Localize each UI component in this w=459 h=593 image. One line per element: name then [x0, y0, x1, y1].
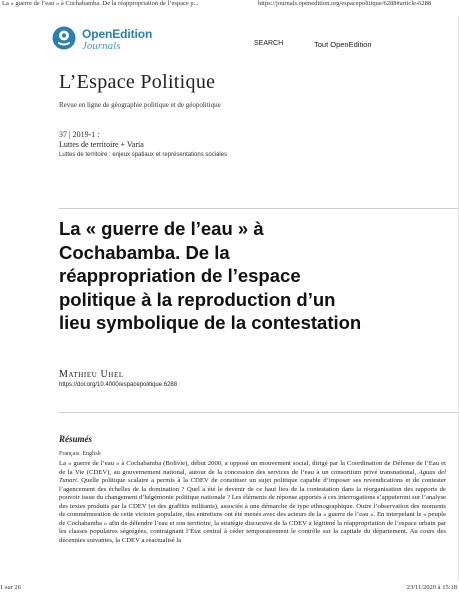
issue-number[interactable]: 37 | 2019-1 : — [59, 130, 100, 139]
article-doi[interactable]: https://doi.org/10.4000/espacepolitique.6288 — [59, 382, 178, 388]
language-link-fr[interactable]: Français — [59, 451, 80, 457]
print-footer — [0, 584, 459, 593]
print-header-title: La « guerre de l’eau » à Cochabamba. De la réappropriation de l’espace p... — [2, 0, 199, 7]
brand-name: OpenEdition — [82, 27, 153, 41]
print-header — [0, 0, 459, 10]
article-author[interactable]: Mathieu Uhel — [59, 369, 124, 380]
search-link[interactable]: SEARCH — [254, 40, 284, 47]
journal-subtitle: Revue en ligne de géographie politique et de géopolitique — [59, 101, 221, 109]
brand-journals: Journals — [82, 40, 121, 52]
tout-openedition-link[interactable]: Tout OpenEdition — [314, 40, 372, 49]
issue-title[interactable]: Luttes de territoire + Varia — [59, 140, 144, 149]
print-header-url: https://journals.openedition.org/espacepolitique/6288#article-6288 — [258, 0, 432, 7]
divider — [59, 412, 458, 413]
divider — [59, 208, 458, 209]
article-title: La « guerre de l’eau » à Cochabamba. De la réappropriation de l’espace politique à la reproduction d’un lieu symbolique de la contestation — [59, 218, 362, 333]
abstract-heading: Résumés — [59, 434, 93, 444]
issue-dossier[interactable]: Luttes de territoire : enjeux spatiaux et représentations sociales — [59, 152, 228, 158]
issue-info — [59, 130, 227, 160]
print-page-number: 1 sur 26 — [0, 584, 21, 591]
site-header — [48, 16, 458, 60]
abstract-text-part1: La « guerre de l’eau » à Cochabamba (Bolivie), début 2000, a opposé un mouvement social, dirigé par la Coordination de Défense de l’Eau et de la Vie (CDEV), au gouvernement national, autour de la concession des services de l’eau à un consortium privé transnational, — [59, 460, 446, 476]
print-datetime: 23/11/2020 à 15:18 — [406, 584, 457, 591]
language-link-en[interactable]: English — [82, 451, 101, 457]
journal-title[interactable]: L’Espace Politique — [59, 71, 216, 93]
abstract-language-switch — [59, 451, 104, 457]
openedition-logo-icon[interactable] — [52, 26, 76, 50]
abstract-text — [59, 460, 446, 581]
abstract-company-name: Aguas del Tunari — [59, 468, 446, 485]
brand-link[interactable] — [82, 28, 152, 52]
abstract-text-part2: . Quelle politique scalaire a permis à la CDEV de constituer un sujet politique capable d’imposer ses revendications et de contester l’agencement des échelles de la domination ? Quel a été le devenir de ce haut lieu de la contestation dans la réorganisation des rapports de pouvoir issue du changement d’hégémonie politique nationale ? Les éléments de réponse apportés à ces interrogations s’appuieront sur l’analyse des textes produits par la CDEV (et des graffitis militants), associée à une démarche de type ethnographique. Outre l’observation des moments de commémoration de cette victoire populaire, des entretiens ont été menés avec des acteurs de la « guerre de l’eau ». En interpelant le « peuple de Cochabamba » afin de défendre l’eau et son territoire, la stratégie discursive de la CDEV a légitimé la réappropriation de l’espace urbain par les classes populaires ségrégées, contraignant l’État central à céder temporairement le contrôle sur la capitale du département. Au cours des décennies suivantes, la CDEV a réactualisé la — [59, 477, 446, 544]
page-content — [48, 16, 459, 581]
